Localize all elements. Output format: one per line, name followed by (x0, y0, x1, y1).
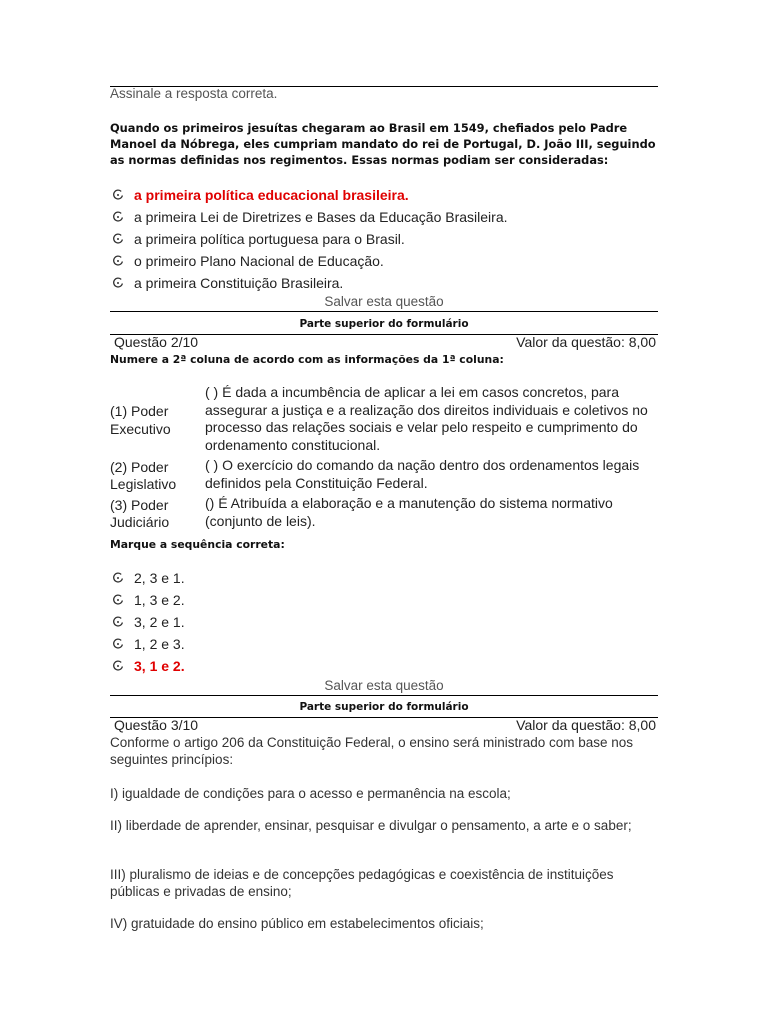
form-top-label: Parte superior do formulário (299, 318, 469, 330)
radio-icon[interactable] (112, 277, 124, 289)
q1-instruction: Assinale a resposta correta. (110, 86, 278, 101)
q2-instruction: Marque a sequência correta: (110, 538, 285, 551)
q2-option-1[interactable] (112, 568, 185, 588)
q3-header (110, 717, 656, 733)
divider (110, 695, 658, 696)
table-cell-left: (2) Poder Legislativo (110, 458, 177, 492)
q2-header (110, 334, 656, 350)
q2-number: Questão 2/10 (114, 334, 199, 350)
q1-save-button[interactable]: Salvar esta questão (324, 294, 444, 309)
radio-icon[interactable] (112, 233, 124, 245)
q1-option-label: a primeira Constituição Brasileira. (134, 275, 344, 291)
q2-matching-table (110, 384, 657, 533)
q3-paragraph: IV) gratuidade do ensino público em estabelecimentos oficiais; (110, 916, 484, 931)
q1-option-1[interactable] (112, 185, 409, 205)
radio-icon[interactable] (112, 616, 124, 628)
q2-prompt: Numere a 2ª coluna de acordo com as informações da 1ª coluna: (110, 353, 504, 366)
q2-option-label: 1, 2 e 3. (134, 636, 185, 652)
radio-icon[interactable] (112, 211, 124, 223)
divider (110, 311, 658, 312)
radio-icon[interactable] (112, 638, 124, 650)
table-row (110, 457, 657, 495)
table-cell-right: () É Atribuída a elaboração e a manutenção do sistema normativo (conjunto de leis). (205, 495, 613, 529)
q2-option-5[interactable] (112, 656, 185, 676)
q1-option-2[interactable] (112, 207, 508, 227)
q1-option-4[interactable] (112, 251, 384, 271)
q1-option-label: a primeira política educacional brasileira. (134, 187, 409, 203)
q3-paragraph: Conforme o artigo 206 da Constituição Federal, o ensino será ministrado com base nos seguintes princípios: (110, 735, 634, 767)
radio-icon[interactable] (112, 572, 124, 584)
q2-option-3[interactable] (112, 612, 185, 632)
q2-option-label: 3, 1 e 2. (134, 658, 185, 674)
radio-icon[interactable] (112, 189, 124, 201)
q2-option-4[interactable] (112, 634, 185, 654)
q2-value: Valor da questão: 8,00 (516, 334, 656, 350)
q2-option-label: 2, 3 e 1. (134, 570, 185, 586)
q3-number: Questão 3/10 (114, 717, 199, 733)
q2-option-2[interactable] (112, 590, 185, 610)
table-row (110, 384, 657, 457)
q1-option-5[interactable] (112, 273, 343, 293)
q2-option-label: 3, 2 e 1. (134, 614, 185, 630)
radio-icon[interactable] (112, 594, 124, 606)
q3-value: Valor da questão: 8,00 (516, 717, 656, 733)
q3-paragraph: III) pluralismo de ideias e de concepções pedagógicas e coexistência de instituições públicas e privadas de ensino; (110, 867, 614, 899)
radio-icon[interactable] (112, 255, 124, 267)
q1-option-label: o primeiro Plano Nacional de Educação. (134, 253, 384, 269)
table-cell-left: (3) Poder Judiciário (110, 496, 170, 530)
form-top-label: Parte superior do formulário (299, 701, 469, 713)
q2-option-label: 1, 3 e 2. (134, 592, 185, 608)
q3-paragraph: I) igualdade de condições para o acesso e permanência na escola; (110, 786, 511, 801)
q2-save-button[interactable]: Salvar esta questão (324, 678, 444, 693)
radio-icon[interactable] (112, 660, 124, 672)
table-cell-left: (1) Poder Executivo (110, 403, 171, 437)
table-cell-right: ( ) O exercício do comando da nação dentro dos ordenamentos legais definidos pela Constituição Federal. (205, 457, 640, 491)
table-row (110, 495, 657, 533)
q3-paragraph: II) liberdade de aprender, ensinar, pesquisar e divulgar o pensamento, a arte e o saber; (110, 818, 632, 833)
q1-prompt: Quando os primeiros jesuítas chegaram ao Brasil em 1549, chefiados pelo Padre Manoel da Nóbrega, eles cumpriam mandato do rei de Portugal, D. João III, seguindo as normas definidas nos regimentos. Essas normas podiam ser consideradas: (110, 121, 656, 167)
q1-option-label: a primeira política portuguesa para o Brasil. (134, 231, 405, 247)
q1-option-3[interactable] (112, 229, 405, 249)
q1-option-label: a primeira Lei de Diretrizes e Bases da Educação Brasileira. (134, 209, 508, 225)
table-cell-right: ( ) É dada a incumbência de aplicar a lei em casos concretos, para assegurar a justiça e a realização dos direitos individuais e coletivos no processo das relações sociais e velar pelo respeito e cumprimento do ordenamento constitucional. (205, 384, 648, 453)
